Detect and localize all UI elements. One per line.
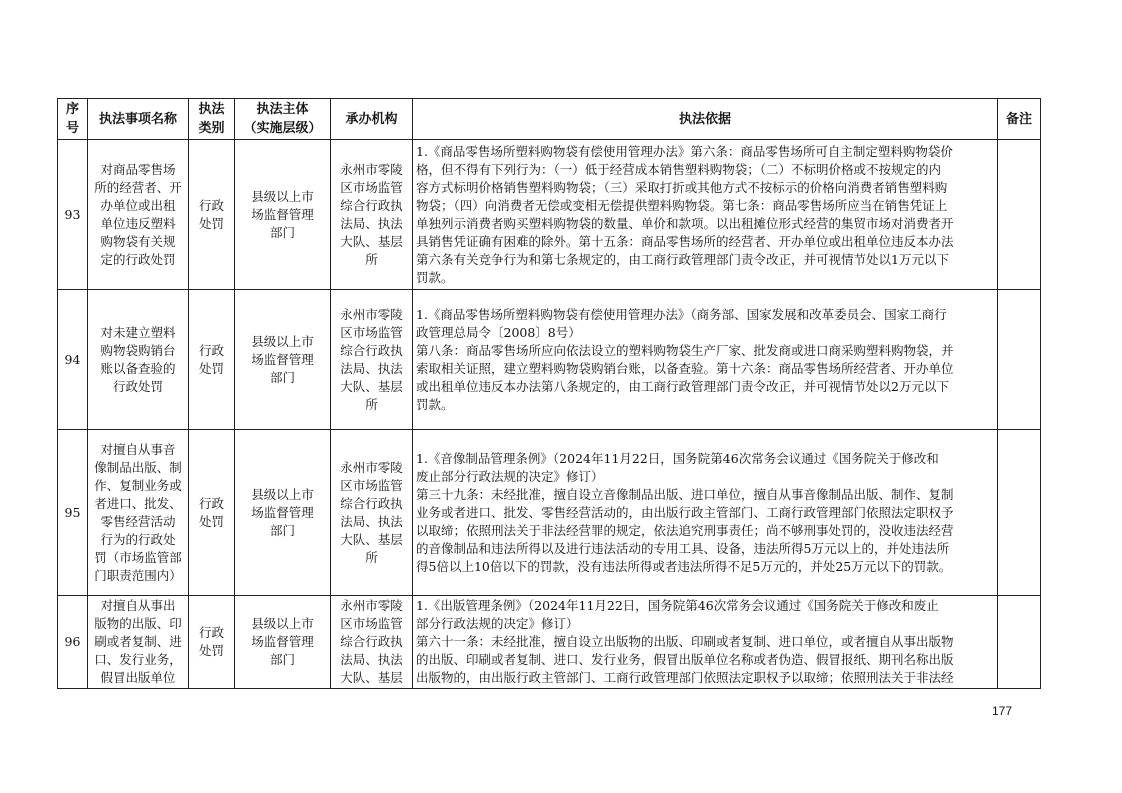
header-note: 备注 — [998, 99, 1041, 140]
table-row — [58, 290, 1041, 430]
cell-agency: 永州市零陵 区市场监管 综合行政执 法局、执法 大队、基层 所 — [331, 290, 413, 430]
header-agency: 承办机构 — [331, 99, 413, 140]
cell-seq: 93 — [58, 140, 88, 290]
cell-note — [998, 290, 1041, 430]
header-seq: 序 号 — [58, 99, 88, 140]
cell-seq: 95 — [58, 430, 88, 596]
cell-category: 行政 处罚 — [189, 140, 235, 290]
table-row — [58, 430, 1041, 596]
cell-seq: 96 — [58, 596, 88, 689]
cell-agency: 永州市零陵 区市场监管 综合行政执 法局、执法 大队、基层 所 — [331, 140, 413, 290]
table-row — [58, 596, 1041, 689]
cell-subject: 县级以上市 场监督管理 部门 — [235, 290, 331, 430]
cell-category: 行政 处罚 — [189, 290, 235, 430]
table-row — [58, 140, 1041, 290]
header-row — [58, 99, 1041, 140]
cell-subject: 县级以上市 场监督管理 部门 — [235, 430, 331, 596]
cell-name: 对擅自从事出 版物的出版、印 刷或者复制、进 口、发行业务， 假冒出版单位 — [88, 596, 189, 689]
cell-name: 对未建立塑料 购物袋购销台 账以备查验的 行政处罚 — [88, 290, 189, 430]
cell-agency: 永州市零陵 区市场监管 综合行政执 法局、执法 大队、基层 — [331, 596, 413, 689]
cell-subject: 县级以上市 场监督管理 部门 — [235, 140, 331, 290]
cell-note — [998, 596, 1041, 689]
cell-note — [998, 430, 1041, 596]
cell-basis: 1.《音像制品管理条例》（2024年11月22日，国务院第46次常务会议通过《国务院关于修改和 废止部分行政法规的决定》修订） 第三十九条：未经批准，擅自设立音像制品出版、进口单位，擅自从事音像制品出版、制作、复制 业务或者进口、批发、零售经营活动的，由出版行政主管部门、工商行政管理部门依照法定职权予 以取缔；依照刑法关于非法经营罪的规定，依法追究刑事责任；尚不够刑事处罚的，没收违法经营 的音像制品和违法所得以及进行违法活动的专用工具、设备，违法所得5万元以上的，并处违法所 得5倍以上10倍以下的罚款，没有违法所得或者违法所得不足5万元的，并处25万元以下的罚款。 — [413, 430, 998, 596]
cell-subject: 县级以上市 场监督管理 部门 — [235, 596, 331, 689]
cell-name: 对商品零售场 所的经营者、开 办单位或出租 单位违反塑料 购物袋有关规 定的行政处罚 — [88, 140, 189, 290]
header-basis: 执法依据 — [413, 99, 998, 140]
cell-seq: 94 — [58, 290, 88, 430]
cell-agency: 永州市零陵 区市场监管 综合行政执 法局、执法 大队、基层 所 — [331, 430, 413, 596]
header-subject: 执法主体 （实施层级） — [235, 99, 331, 140]
enforcement-table — [57, 98, 1041, 689]
header-category: 执法 类别 — [189, 99, 235, 140]
cell-category: 行政 处罚 — [189, 596, 235, 689]
cell-basis: 1.《出版管理条例》（2024年11月22日，国务院第46次常务会议通过《国务院关于修改和废止 部分行政法规的决定》修订） 第六十一条：未经批准，擅自设立出版物的出版、印刷或者复制、进口单位，或者擅自从事出版物 的出版、印刷或者复制、进口、发行业务，假冒出版单位名称或者伪造、假冒报纸、期刊名称出版 出版物的，由出版行政主管部门、工商行政管理部门依照法定职权予以取缔；依照刑法关于非法经 — [413, 596, 998, 689]
page-number: 177 — [992, 704, 1013, 718]
cell-name: 对擅自从事音 像制品出版、制 作、复制业务或 者进口、批发、 零售经营活动 行为的行政处 罚（市场监管部 门职责范围内） — [88, 430, 189, 596]
cell-note — [998, 140, 1041, 290]
cell-category: 行政 处罚 — [189, 430, 235, 596]
header-name: 执法事项名称 — [88, 99, 189, 140]
cell-basis: 1.《商品零售场所塑料购物袋有偿使用管理办法》（商务部、国家发展和改革委员会、国家工商行 政管理总局令〔2008〕8号） 第八条：商品零售场所应向依法设立的塑料购物袋生产厂家、批发商或进口商采购塑料购物袋，并 索取相关证照，建立塑料购物袋购销台账，以备查验。第十六条：商品零售场所经营者、开办单位 或出租单位违反本办法第八条规定的，由工商行政管理部门责令改正，并可视情节处以2万元以下 罚款。 — [413, 290, 998, 430]
cell-basis: 1.《商品零售场所塑料购物袋有偿使用管理办法》第六条：商品零售场所可自主制定塑料购物袋价 格，但不得有下列行为：（一）低于经营成本销售塑料购物袋；（二）不标明价格或不按规定的内 容方式标明价格销售塑料购物袋；（三）采取打折或其他方式不按标示的价格向消费者销售塑料购 物袋；（四）向消费者无偿或变相无偿提供塑料购物袋。第七条：商品零售场所应当在销售凭证上 单独列示消费者购买塑料购物袋的数量、单价和款项。以出租摊位形式经营的集贸市场对消费者开 具销售凭证确有困难的除外。第十五条：商品零售场所的经营者、开办单位或出租单位违反本办法 第六条有关竞争行为和第七条规定的，由工商行政管理部门责令改正，并可视情节处以1万元以下 罚款。 — [413, 140, 998, 290]
